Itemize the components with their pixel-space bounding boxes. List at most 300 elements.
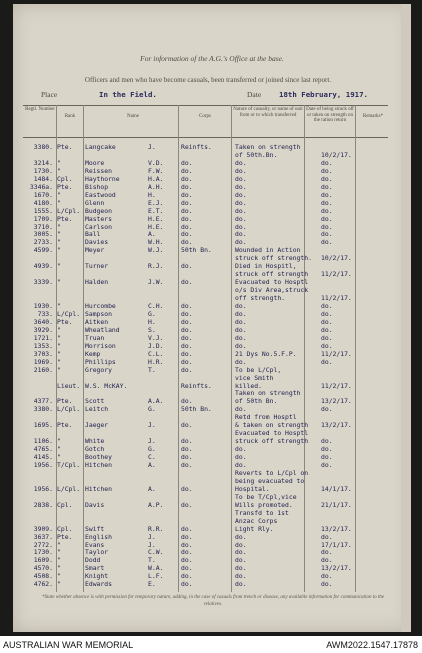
initials-cell: J. xyxy=(148,540,156,549)
rank-cell: " xyxy=(57,190,61,199)
table-row xyxy=(13,231,411,239)
regtl-number-cell: 733. xyxy=(37,309,53,318)
initials-cell: A. xyxy=(148,484,156,493)
initials-cell: G. xyxy=(148,445,156,454)
casualty-cell: o/s Div Area,struck xyxy=(235,286,309,295)
table-row xyxy=(13,351,411,359)
corps-cell: do. xyxy=(181,174,193,183)
initials-cell: J. xyxy=(148,421,156,430)
document-page xyxy=(13,4,411,632)
corps-cell: do. xyxy=(181,182,193,191)
rank-cell: " xyxy=(57,166,61,175)
corps-cell: do. xyxy=(181,190,193,199)
rank-cell: Cpl. xyxy=(57,500,73,509)
casualty-cell: do. xyxy=(235,198,247,207)
rank-cell: " xyxy=(57,453,61,462)
date-cell: do. xyxy=(321,437,333,446)
table-row xyxy=(13,486,411,494)
date-cell: do. xyxy=(321,461,333,469)
date-cell: do. xyxy=(321,572,333,581)
table-row xyxy=(13,549,411,557)
corps-cell: do. xyxy=(181,302,193,310)
rank-cell: Cpl. xyxy=(57,524,73,533)
casualty-cell: Died in Hospitl, xyxy=(235,262,297,271)
initials-cell: J.D. xyxy=(148,341,164,350)
name-cell: White xyxy=(85,437,105,446)
regtl-number-cell: 3909. xyxy=(33,524,53,533)
casualty-cell: & taken on strength xyxy=(235,421,309,430)
table-row xyxy=(13,430,411,438)
casualty-cell: do. xyxy=(235,182,247,191)
casualty-cell: do. xyxy=(235,166,247,175)
casualty-cell: Transfd to 1st xyxy=(235,508,289,517)
name-cell: Wheatland xyxy=(85,325,120,334)
casualty-cell: off strength. xyxy=(235,294,286,303)
rank-cell: " xyxy=(57,278,61,287)
casualty-cell: do. xyxy=(235,325,247,334)
casualty-cell: Taken on strength xyxy=(235,389,301,398)
name-cell: Budgeon xyxy=(85,206,112,215)
date-cell: 11/2/17. xyxy=(321,294,352,303)
casualty-cell: do. xyxy=(235,556,247,565)
col-corps: Corps xyxy=(199,114,211,119)
rank-cell: Pte. xyxy=(57,421,73,430)
date-cell: 21/1/17. xyxy=(321,500,352,509)
casualty-cell: do. xyxy=(235,540,247,549)
date-cell: do. xyxy=(321,341,333,350)
casualty-cell: do. xyxy=(235,317,247,326)
regtl-number-cell: 4939. xyxy=(33,262,53,271)
casualty-cell: vice Smith xyxy=(235,373,274,382)
name-cell: Meyer xyxy=(85,246,105,255)
date-cell: 11/2/17. xyxy=(321,349,352,358)
table-row xyxy=(13,184,411,192)
date-cell: do. xyxy=(321,158,333,167)
name-cell: Boothey xyxy=(85,453,112,462)
date-cell: 10/2/17. xyxy=(321,150,352,159)
name-cell: Haythorne xyxy=(85,174,120,183)
rank-cell: " xyxy=(57,548,61,557)
rank-cell: " xyxy=(57,357,61,366)
regtl-number-cell: 4180. xyxy=(33,198,53,207)
name-cell: Turner xyxy=(85,262,109,271)
page-edge xyxy=(401,4,411,632)
rank-cell: " xyxy=(57,238,61,247)
rank-cell: L/Cpl. xyxy=(57,405,81,414)
initials-cell: J. xyxy=(148,143,156,151)
regtl-number-cell: 1721. xyxy=(33,333,53,342)
regtl-number-cell: 3637. xyxy=(33,532,53,541)
date-cell: do. xyxy=(321,548,333,557)
initials-cell: H.A. xyxy=(148,174,164,183)
corps-cell: do. xyxy=(181,357,193,366)
initials-cell: A. xyxy=(148,461,156,469)
regtl-number-cell: 1670. xyxy=(33,190,53,199)
table-row xyxy=(13,295,411,303)
casualty-cell: Taken on strength xyxy=(235,143,301,151)
casualty-cell: killed. xyxy=(235,381,262,390)
regtl-number-cell: 3339. xyxy=(33,278,53,287)
table-row xyxy=(13,422,411,430)
regtl-number-cell: 1930. xyxy=(33,302,53,310)
regtl-number-cell: 4765. xyxy=(33,445,53,454)
date-cell: do. xyxy=(321,302,333,310)
corps-cell: do. xyxy=(181,532,193,541)
initials-cell: W.J. xyxy=(148,246,164,255)
initials-cell: H.R. xyxy=(148,357,164,366)
initials-cell: V.J. xyxy=(148,333,164,342)
name-cell: Knight xyxy=(85,572,109,581)
table-row xyxy=(13,208,411,216)
header-bottom-rule xyxy=(23,137,388,138)
date-cell: do. xyxy=(321,166,333,175)
initials-cell: L.F. xyxy=(148,572,164,581)
date-cell: do. xyxy=(321,174,333,183)
rank-cell: " xyxy=(57,246,61,255)
name-cell: Hitchen xyxy=(85,461,112,469)
corps-cell: do. xyxy=(181,500,193,509)
name-cell: Halden xyxy=(85,278,109,287)
rank-cell: " xyxy=(57,230,61,239)
regtl-number-cell: 1730. xyxy=(33,166,53,175)
casualty-cell: do. xyxy=(235,532,247,541)
casualty-cell: do. xyxy=(235,341,247,350)
rank-cell: " xyxy=(57,158,61,167)
regtl-number-cell: 4599. xyxy=(33,246,53,255)
rank-cell: Pte. xyxy=(57,397,73,406)
table-row xyxy=(13,581,411,589)
casualty-cell: Reverts to L/Cpl on xyxy=(235,468,309,477)
regtl-number-cell: 4762. xyxy=(33,580,53,589)
table-row xyxy=(13,239,411,247)
rank-cell: Pte. xyxy=(57,532,73,541)
form-heading: Officers and men who have become casuals, been transferred or joined since last report. xyxy=(84,76,332,84)
rank-cell: " xyxy=(57,564,61,573)
date-cell: 13/2/17. xyxy=(321,421,352,430)
rank-cell: " xyxy=(57,222,61,231)
table-row xyxy=(13,311,411,319)
date-cell: do. xyxy=(321,405,333,414)
date-cell: 17/1/17. xyxy=(321,540,352,549)
initials-cell: T. xyxy=(148,556,156,565)
casualty-cell: To be L/Cpl, xyxy=(235,365,282,374)
casualty-cell: Evacuated to Hosptl xyxy=(235,278,309,287)
corps-cell: do. xyxy=(181,222,193,231)
name-cell: Davies xyxy=(85,238,109,247)
regtl-number-cell: 1730. xyxy=(33,548,53,557)
regtl-number-cell: 2838. xyxy=(33,500,53,509)
date-cell: 13/2/17. xyxy=(321,564,352,573)
casualty-cell: of 50th.Bn. xyxy=(235,150,278,159)
regtl-number-cell: 4145. xyxy=(33,453,53,462)
regtl-number-cell: 3640. xyxy=(33,317,53,326)
regtl-number-cell: 1555. xyxy=(33,206,53,215)
date-cell: 13/2/17. xyxy=(321,524,352,533)
corps-cell: do. xyxy=(181,158,193,167)
place-label: Place xyxy=(41,90,58,99)
table-row xyxy=(13,534,411,542)
initials-cell: T. xyxy=(148,365,156,374)
corps-cell: do. xyxy=(181,484,193,493)
name-cell: Dodd xyxy=(85,556,101,565)
initials-cell: S. xyxy=(148,325,156,334)
rank-cell: " xyxy=(57,302,61,310)
table-row xyxy=(13,406,411,414)
date-cell: do. xyxy=(321,214,333,223)
regtl-number-cell: 3346a. xyxy=(29,182,53,191)
initials-cell: A.P. xyxy=(148,500,164,509)
date-cell: do. xyxy=(321,309,333,318)
credit-accession-number: AWM2022.1547.17878 xyxy=(326,640,418,650)
casualty-cell: do. xyxy=(235,214,247,223)
name-cell: Glenn xyxy=(85,198,105,207)
casualty-cell: do. xyxy=(235,580,247,589)
rank-cell: " xyxy=(57,341,61,350)
table-row xyxy=(13,502,411,510)
name-cell: Jaeger xyxy=(85,421,109,430)
casualty-cell: do. xyxy=(235,453,247,462)
corps-cell: do. xyxy=(181,262,193,271)
name-cell: Gregory xyxy=(85,365,112,374)
name-cell: Langcake xyxy=(85,143,116,151)
place-value: In the Field. xyxy=(99,90,157,99)
casualty-cell: 21 Dys No.5.F.P. xyxy=(235,349,297,358)
name-cell: Morrison xyxy=(85,341,116,350)
date-cell: do. xyxy=(321,357,333,366)
table-row xyxy=(13,255,411,263)
name-cell: Davis xyxy=(85,500,105,509)
rank-cell: " xyxy=(57,262,61,271)
casualty-cell: do. xyxy=(235,206,247,215)
table-row xyxy=(13,565,411,573)
rank-cell: Pte. xyxy=(57,182,73,191)
casualty-cell: Evacuated to Hosptl xyxy=(235,429,309,438)
regtl-number-cell: 3380. xyxy=(33,405,53,414)
name-cell: Carlson xyxy=(85,222,112,231)
footer-note: *State whether absence is with permission for temporary nature, adding, in the case of casuals from trench or disease, any available information for communication to the relatives. xyxy=(42,595,384,607)
col-rank: Rank xyxy=(64,114,76,119)
name-cell: Bishop xyxy=(85,182,109,191)
table-row xyxy=(13,438,411,446)
name-cell: Leitch xyxy=(85,405,109,414)
casualty-cell: do. xyxy=(235,564,247,573)
initials-cell: C. xyxy=(148,453,156,462)
table-row xyxy=(13,335,411,343)
casualty-cell: Hospital. xyxy=(235,484,270,493)
regtl-number-cell: 3005. xyxy=(33,230,53,239)
casualty-cell: struck off strength xyxy=(235,270,309,279)
regtl-number-cell: 1956. xyxy=(33,484,53,493)
initials-cell: E. xyxy=(148,580,156,589)
date-cell: do. xyxy=(321,238,333,247)
rank-cell: " xyxy=(57,437,61,446)
rank-cell: " xyxy=(57,333,61,342)
rank-cell: " xyxy=(57,445,61,454)
date-cell: do. xyxy=(321,325,333,334)
casualty-cell: being evacuated to xyxy=(235,476,305,485)
table-row xyxy=(13,367,411,375)
table-row xyxy=(13,510,411,518)
name-cell: Truan xyxy=(85,333,105,342)
name-cell: Hurcombe xyxy=(85,302,116,310)
initials-cell: H. xyxy=(148,190,156,199)
corps-cell: do. xyxy=(181,453,193,462)
rank-cell: " xyxy=(57,349,61,358)
regtl-number-cell: 3929. xyxy=(33,325,53,334)
rank-cell: Pte. xyxy=(57,143,73,151)
rank-cell: " xyxy=(57,540,61,549)
initials-cell: H.E. xyxy=(148,222,164,231)
regtl-number-cell: 1484. xyxy=(33,174,53,183)
date-cell: do. xyxy=(321,198,333,207)
date-cell: do. xyxy=(321,206,333,215)
info-line: For information of the A.G.'s Office at the base. xyxy=(140,54,284,63)
date-cell: do. xyxy=(321,556,333,565)
initials-cell: H. xyxy=(148,317,156,326)
casualty-cell: do. xyxy=(235,461,247,469)
initials-cell: E.T. xyxy=(148,206,164,215)
casualty-cell: Light Rly. xyxy=(235,524,274,533)
rank-cell: " xyxy=(57,325,61,334)
table-row xyxy=(13,573,411,581)
regtl-number-cell: 1353. xyxy=(33,341,53,350)
corps-cell: do. xyxy=(181,309,193,318)
regtl-number-cell: 1956. xyxy=(33,461,53,469)
corps-cell: do. xyxy=(181,230,193,239)
casualty-cell: do. xyxy=(235,572,247,581)
date-cell: do. xyxy=(321,317,333,326)
initials-cell: J. xyxy=(148,532,156,541)
initials-cell: F.W. xyxy=(148,166,164,175)
regtl-number-cell: 3380. xyxy=(33,143,53,151)
name-cell: W.S. McKAY. xyxy=(85,381,128,390)
initials-cell: R.J. xyxy=(148,262,164,271)
table-row xyxy=(13,542,411,550)
corps-cell: do. xyxy=(181,556,193,565)
date-cell: do. xyxy=(321,445,333,454)
name-cell: Evans xyxy=(85,540,105,549)
rank-cell: Pte. xyxy=(57,317,73,326)
initials-cell: A.A. xyxy=(148,397,164,406)
corps-cell: do. xyxy=(181,198,193,207)
name-cell: Gotch xyxy=(85,445,105,454)
table-row xyxy=(13,446,411,454)
table-row xyxy=(13,470,411,478)
date-value: 18th February, 1917. xyxy=(279,90,368,99)
table-row xyxy=(13,526,411,534)
table-row xyxy=(13,192,411,200)
date-cell: do. xyxy=(321,222,333,231)
corps-cell: Reinfts. xyxy=(181,381,212,390)
regtl-number-cell: 1106. xyxy=(33,437,53,446)
date-cell: do. xyxy=(321,230,333,239)
table-row xyxy=(13,176,411,184)
col-nature: Nature of casualty, or name of unit from or to which transferred xyxy=(233,107,303,118)
rank-cell: L/Cpl. xyxy=(57,484,81,493)
casualty-cell: do. xyxy=(235,222,247,231)
date-cell: do. xyxy=(321,182,333,191)
table-row xyxy=(13,271,411,279)
initials-cell: H.E. xyxy=(148,214,164,223)
corps-cell: do. xyxy=(181,572,193,581)
name-cell: Edwards xyxy=(85,580,112,589)
corps-cell: 50th Bn. xyxy=(181,246,212,255)
casualty-cell: struck off strength. xyxy=(235,254,312,263)
regtl-number-cell: 4377. xyxy=(33,397,53,406)
date-cell: 10/2/17. xyxy=(321,254,352,263)
rank-cell: " xyxy=(57,365,61,374)
corps-cell: do. xyxy=(181,461,193,469)
name-cell: Smart xyxy=(85,564,105,573)
date-cell: do. xyxy=(321,580,333,589)
date-cell: do. xyxy=(321,190,333,199)
col-remarks: Remarks* xyxy=(362,114,384,119)
credit-source: AUSTRALIAN WAR MEMORIAL xyxy=(3,640,134,650)
name-cell: Aitken xyxy=(85,317,109,326)
initials-cell: C.L. xyxy=(148,349,164,358)
corps-cell: do. xyxy=(181,524,193,533)
initials-cell: A.H. xyxy=(148,182,164,191)
table-row xyxy=(13,279,411,287)
regtl-number-cell: 2733. xyxy=(33,238,53,247)
corps-cell: do. xyxy=(181,325,193,334)
corps-cell: do. xyxy=(181,397,193,406)
initials-cell: C.H. xyxy=(148,302,164,310)
casualty-cell: do. xyxy=(235,309,247,318)
name-cell: English xyxy=(85,532,112,541)
casualty-cell: of 50th Bn. xyxy=(235,397,278,406)
regtl-number-cell: 4508. xyxy=(33,572,53,581)
initials-cell: W.H. xyxy=(148,238,164,247)
rank-cell: Pte. xyxy=(57,214,73,223)
corps-cell: do. xyxy=(181,166,193,175)
table-row xyxy=(13,327,411,335)
regtl-number-cell: 1969. xyxy=(33,357,53,366)
casualty-cell: do. xyxy=(235,445,247,454)
date-cell: 11/2/17. xyxy=(321,381,352,390)
name-cell: Ball xyxy=(85,230,101,239)
date-label: Date xyxy=(247,90,262,99)
date-cell: 14/1/17. xyxy=(321,484,352,493)
casualty-cell: To be T/Cpl,vice xyxy=(235,492,297,501)
initials-cell: A. xyxy=(148,230,156,239)
rank-cell: " xyxy=(57,580,61,589)
corps-cell: do. xyxy=(181,349,193,358)
rank-cell: " xyxy=(57,572,61,581)
name-cell: Swift xyxy=(85,524,105,533)
table-row xyxy=(13,359,411,367)
table-row xyxy=(13,462,411,470)
table-row xyxy=(13,319,411,327)
casualty-cell: do. xyxy=(235,158,247,167)
name-cell: Reissen xyxy=(85,166,112,175)
regtl-number-cell: 2772. xyxy=(33,540,53,549)
casualty-cell: struck off strength xyxy=(235,437,309,446)
name-cell: Masters xyxy=(85,214,112,223)
table-row xyxy=(13,216,411,224)
col-regtl-number: Regtl. Number xyxy=(25,107,55,112)
regtl-number-cell: 1709. xyxy=(33,214,53,223)
casualty-cell: Wounded in Action xyxy=(235,246,301,255)
initials-cell: W.A. xyxy=(148,564,164,573)
corps-cell: do. xyxy=(181,206,193,215)
date-cell: do. xyxy=(321,532,333,541)
name-cell: Phillips xyxy=(85,357,116,366)
regtl-number-cell: 2160. xyxy=(33,365,53,374)
table-row xyxy=(13,168,411,176)
corps-cell: do. xyxy=(181,580,193,589)
date-cell: do. xyxy=(321,453,333,462)
